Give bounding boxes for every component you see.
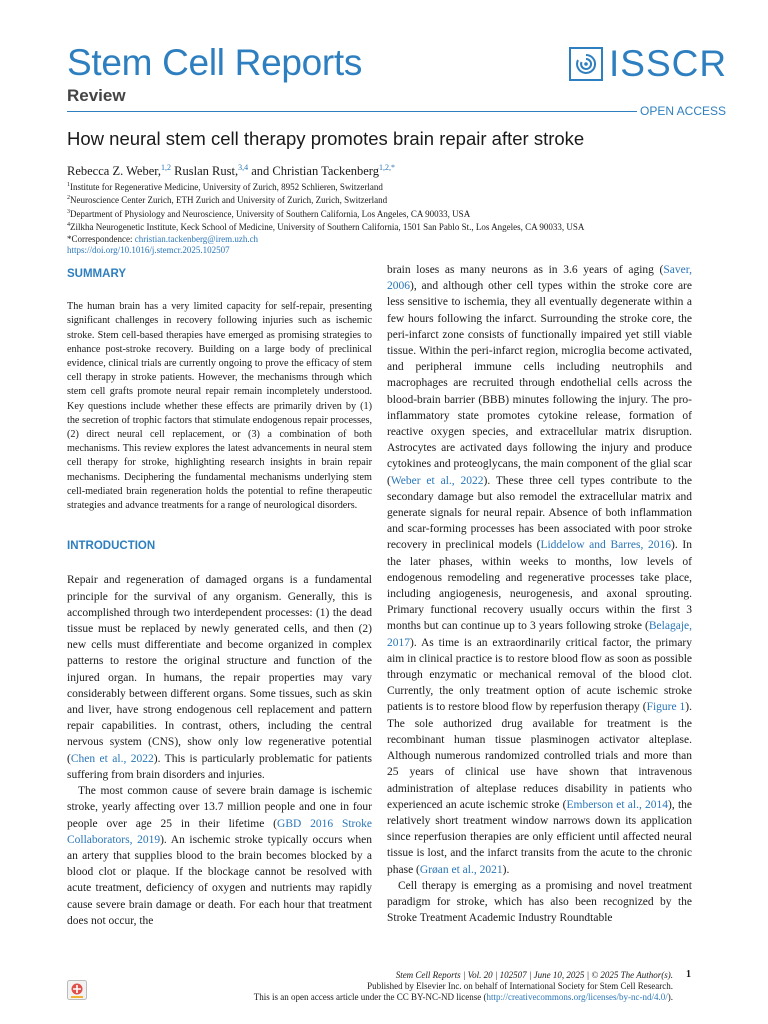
citation-link[interactable]: Grøan et al., 2021 xyxy=(419,863,503,876)
article-type: Review xyxy=(67,86,126,105)
crossmark-icon[interactable] xyxy=(67,980,87,1000)
doi-link[interactable]: https://doi.org/10.1016/j.stemcr.2025.102507 xyxy=(67,245,230,256)
figure-link[interactable]: Figure 1 xyxy=(646,701,686,714)
journal-title: Stem Cell Reports xyxy=(67,42,363,83)
affiliation-line: $^3$Department of Physiology and Neuroscience, University of Southern California, Los Angeles, CA 90033, USA xyxy=(67,208,471,219)
isscr-logo-text: ISSCR xyxy=(609,43,728,84)
introduction-heading: INTRODUCTION xyxy=(67,540,156,553)
article-title: How neural stem cell therapy promotes brain repair after stroke xyxy=(67,128,585,149)
citation-link[interactable]: Belagaje, 2017 xyxy=(387,620,692,649)
author-list xyxy=(67,163,395,179)
page-number: 1 xyxy=(686,969,691,980)
footer-publisher: Published by Elsevier Inc. on behalf of International Society for Stem Cell Research. xyxy=(367,981,673,991)
correspondence: *Correspondence: christian.tackenberg@irem.uzh.ch xyxy=(67,233,259,244)
footer-license: This is an open access article under the CC BY-NC-ND license (http://creativecommons.org/licenses/by-nc-nd/4.0/). xyxy=(253,992,673,1002)
footer xyxy=(254,970,673,1003)
introduction-paragraph: Repair and regeneration of damaged organs is a fundamental principle for the survival of any organism. Generally, this is accomplished through two interdependent processes: (1) the dead tissue must be replaced by newly generated cells, and then (2) new cells must differentiate and become organized in complex patterns to restore the original structure and function of the injured organ. In humans, the repair properties may vary considerably between different organs. Some tissues, such as skin and liver, have strong endogenous cell replacement and pattern repair capabilities. In contrast, others, including the central nervous system (CNS), show only low regenerative potential (Chen et al., 2022). This is particularly problematic for patients suffering from brain disorders and injuries. xyxy=(67,574,373,781)
author-affiliation-ref[interactable]: 1,2 xyxy=(161,163,172,172)
citation-link[interactable]: Weber et al., 2022 xyxy=(390,474,484,487)
author-affiliation-ref[interactable]: 1,2,* xyxy=(379,163,395,172)
summary-heading: SUMMARY xyxy=(67,268,126,280)
affiliation-line: $^4$Zilkha Neurogenetic Institute, Keck School of Medicine, University of Southern California, 1501 San Pablo St., Los Angeles, CA 90033, USA xyxy=(67,222,585,233)
header-rule xyxy=(67,111,637,112)
isscr-logo-icon xyxy=(569,47,603,81)
author-name: Ruslan Rust, xyxy=(171,164,239,179)
doi xyxy=(67,245,584,256)
license-link[interactable]: http://creativecommons.org/licenses/by-nc-nd/4.0/ xyxy=(486,992,668,1002)
introduction-paragraph: The most common cause of severe brain damage is ischemic stroke, yearly affecting over 13.7 million people and one in four people over age 25 in their lifetime (GBD 2016 Stroke Collaborators, 2019). An ischemic stroke typically occurs when an artery that supplies blood to the brain becomes blocked by a blood clot or plaque. If the blockage cannot be resolved with acute treatment, deficiency of oxygen and nutrients may rapidly cause severe brain damage or death. For each hour that treatment does not occur, the xyxy=(67,785,373,927)
body-paragraph: brain loses as many neurons as in 3.6 years of aging (Saver, 2006), and although other cell types within the stroke core are less sensitive to ischemia, they all eventually degenerate within a few hours following the infarct. Surrounding the stroke core, the peri-infarct zone consists of functionally impaired yet still viable tissue. Within the peri-infarct region, microglia become activated, and peripheral immune cells including neutrophils and macrophages are recruited through endothelial cells across the blood-brain barrier (BBB) minutes following the injury. The pro-inflammatory state promotes cytokine release, formation of reactive oxygen species, and extracellular matrix disruption. Astrocytes are activated days following the injury and produce cytokines and proteoglycans, the main component of the glial scar (Weber et al., 2022). These three cell types contribute to the secondary damage but also remodel the extracellular matrix and generate signals for neural repair. Absence of both inflammation and scar-forming processes has been associated with poor stroke recovery in preclinical models (Liddelow and Barres, 2016). In the later phases, within weeks to months, low levels of endogenous remodeling and regenerative processes take place, including angiogenesis, neurogenesis, and axonal sprouting. Primary functional recovery usually occurs within the first 3 months but can continue up to 3 years following stroke (Belagaje, 2017). As time is an extraordinarily critical factor, the primary aim in clinical practice is to restore blood flow as soon as possible through enzymatic or mechanical removal of the blood clot. Currently, the only treatment option of acute ischemic stroke patients is to restore blood flow by reperfusion therapy (Figure 1). The sole authorized drug available for treatment is the recombinant human tissue plasminogen activator alteplase. Although numerous randomized controlled trials and more than 25 years of clinical use have shown that intravenous administration of alteplase reduces disability in patients who experienced an acute ischemic stroke (Emberson et al., 2014), the relatively short treatment window narrows down its application since reperfusion therapies are only efficient until affected neural tissue is lost, and the infarct transits from the acute to the chronic phase (Grøan et al., 2021). xyxy=(387,264,692,876)
left-column xyxy=(67,266,372,929)
citation-link[interactable]: Emberson et al., 2014 xyxy=(566,798,669,811)
right-column xyxy=(387,262,692,926)
citation-link[interactable]: GBD 2016 Stroke Collaborators, 2019 xyxy=(67,817,372,846)
citation-link[interactable]: Chen et al., 2022 xyxy=(70,752,154,765)
citation-link[interactable]: Saver, 2006 xyxy=(387,264,692,293)
author-name: Rebecca Z. Weber, xyxy=(67,164,162,179)
author-name: and Christian Tackenberg xyxy=(248,164,379,179)
footer-citation: Stem Cell Reports | Vol. 20 | 102507 | June 10, 2025 | © 2025 The Author(s). xyxy=(395,970,673,980)
affiliation-line: $^1$Institute for Regenerative Medicine, University of Zurich, 8952 Schlieren, Switzerland xyxy=(67,182,383,192)
body-paragraph: Cell therapy is emerging as a promising and novel treatment paradigm for stroke, which has also been recognized by the Stroke Treatment Academic Industry Roundtable xyxy=(387,879,692,925)
author-affiliation-ref[interactable]: 3,4 xyxy=(238,163,249,172)
open-access-label: OPEN ACCESS xyxy=(640,104,727,118)
citation-link[interactable]: Liddelow and Barres, 2016 xyxy=(540,539,672,552)
summary-text: The human brain has a very limited capacity for self-repair, presenting significant challenges in recovery following injuries such as ischemic stroke. Stem cell-based therapies have emerged as promising strategies to enhance post-stroke recovery. Building on a large body of preclinical evidence, clinical trials are currently ongoing to prove the efficacy of stem cell therapy in stroke patients. However, the mechanisms through which stem cell grafts promote neural repair remain incompletely understood. Key questions include whether these effects are primarily driven by (1) the secretion of trophic factors that stimulate endogenous repair processes, (2) direct neural cell replacement, or (3) a combination of both mechanisms. This review explores the latest advancements in neural stem cell therapy for stroke, highlighting research insights in brain repair mechanisms. Deciphering the fundamental mechanisms underlying stem cell-mediated brain regeneration holds the potential to refine therapeutic strategies and advance treatments for a range of neurological disorders. xyxy=(67,301,372,512)
affiliations xyxy=(67,180,584,256)
correspondence-email-link[interactable]: christian.tackenberg@irem.uzh.ch xyxy=(134,233,259,244)
affiliation-line: $^2$Neuroscience Center Zurich, ETH Zurich and University of Zurich, Zurich, Switzerland xyxy=(67,195,388,206)
isscr-logo xyxy=(569,42,727,86)
